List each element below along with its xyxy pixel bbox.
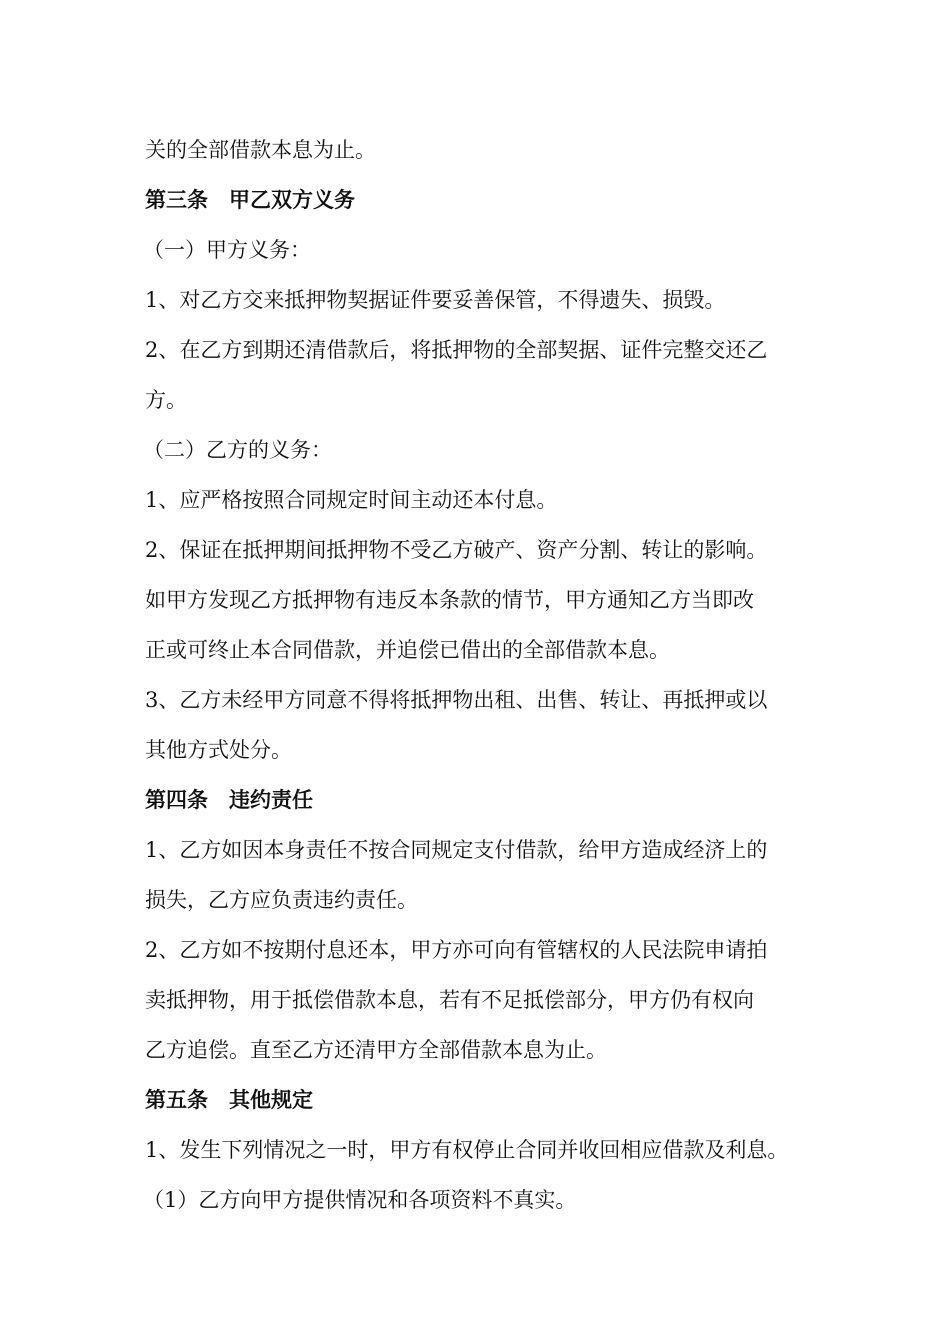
text-line: 如甲方发现乙方抵押物有违反本条款的情节，甲方通知乙方当即改 — [145, 588, 754, 612]
article-heading: 第三条 甲乙双方义务 — [145, 188, 355, 212]
text-line: 1、乙方如因本身责任不按合同规定支付借款，给甲方造成经济上的 — [145, 838, 768, 862]
text-line: 3、乙方未经甲方同意不得将抵押物出租、出售、转让、再抵押或以 — [145, 688, 768, 712]
text-line: 正或可终止本合同借款，并追偿已借出的全部借款本息。 — [145, 638, 670, 662]
text-line: 1、发生下列情况之一时，甲方有权停止合同并收回相应借款及利息。 — [145, 1138, 789, 1162]
text-line: 1、对乙方交来抵押物契据证件要妥善保管，不得遗失、损毁。 — [145, 288, 726, 312]
article-heading: 第四条 违约责任 — [145, 788, 313, 812]
text-line: 关的全部借款本息为止。 — [145, 138, 376, 162]
section-heading: （一）甲方义务： — [143, 238, 311, 262]
text-line: （1）乙方向甲方提供情况和各项资料不真实。 — [143, 1188, 577, 1212]
text-line: 1、应严格按照合同规定时间主动还本付息。 — [145, 488, 558, 512]
text-line: 2、乙方如不按期付息还本，甲方亦可向有管辖权的人民法院申请拍 — [145, 938, 768, 962]
text-line: 2、保证在抵押期间抵押物不受乙方破产、资产分割、转让的影响。 — [145, 538, 768, 562]
text-line: 卖抵押物，用于抵偿借款本息，若有不足抵偿部分，甲方仍有权向 — [145, 988, 754, 1012]
article-heading: 第五条 其他规定 — [145, 1088, 313, 1112]
section-heading: （二）乙方的义务： — [143, 438, 332, 462]
text-line: 乙方追偿。直至乙方还清甲方全部借款本息为止。 — [145, 1038, 607, 1062]
text-line: 损失，乙方应负责违约责任。 — [145, 888, 418, 912]
text-line: 其他方式处分。 — [145, 738, 292, 762]
text-line: 2、在乙方到期还清借款后，将抵押物的全部契据、证件完整交还乙 — [145, 338, 768, 362]
text-line: 方。 — [145, 388, 187, 412]
